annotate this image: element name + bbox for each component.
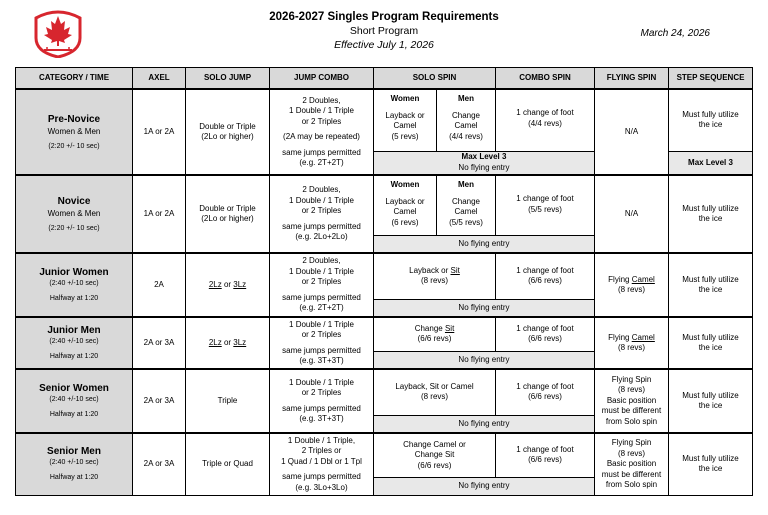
col-step-sequence: STEP SEQUENCE xyxy=(669,68,753,90)
axel-cell: 1A or 2A xyxy=(133,175,186,253)
solo-spin-cell: Change Camel or Change Sit (6/6 revs) xyxy=(374,433,496,477)
category-name: Pre-Novice xyxy=(47,113,101,125)
combo-spin-cell: 1 change of foot (4/4 revs) xyxy=(496,89,595,151)
spin-note-cell: Max Level 3 No flying entry xyxy=(374,151,595,175)
category-name: Senior Women xyxy=(39,383,109,394)
category-halfway: Halfway at 1:20 xyxy=(49,474,99,482)
spin-note-cell: No flying entry xyxy=(374,415,595,433)
step-sequence-cell: Must fully utilize the ice xyxy=(669,175,753,253)
table-row xyxy=(16,317,753,351)
flying-spin-cell: N/A xyxy=(595,89,669,175)
step-level-cell: Max Level 3 xyxy=(669,151,753,175)
flying-spin-cell: Flying Camel (8 revs) xyxy=(595,253,669,317)
category-time: (2:40 +/-10 sec) xyxy=(49,338,99,345)
solo-spin-cell: Layback or Sit (8 revs) xyxy=(374,253,496,299)
solo-jump-cell: Double or Triple (2Lo or higher) xyxy=(186,175,270,253)
category-name: Novice xyxy=(57,195,91,207)
table-row xyxy=(16,369,753,415)
col-axel: AXEL xyxy=(133,68,186,90)
jump-combo-cell: 2 Doubles, 1 Double / 1 Triple or 2 Triples same jumps permitted (e.g. 2T+2T) xyxy=(270,253,374,317)
flying-spin-cell: Flying Spin (8 revs) Basic position must be different from Solo spin xyxy=(595,433,669,495)
solo-jump-cell: Double or Triple (2Lo or higher) xyxy=(186,89,270,175)
axel-cell: 2A or 3A xyxy=(133,369,186,433)
solo-spin-cell: Layback, Sit or Camel (8 revs) xyxy=(374,369,496,415)
category-cell xyxy=(16,89,133,175)
category-cell xyxy=(16,433,133,495)
flying-spin-cell: Flying Camel (8 revs) xyxy=(595,317,669,369)
solo-jump-cell: 2Lz or 3Lz xyxy=(186,253,270,317)
solo-spin-cell: Change Sit (6/6 revs) xyxy=(374,317,496,351)
category-cell xyxy=(16,317,133,369)
axel-cell: 2A xyxy=(133,253,186,317)
category-time: (2:40 +/-10 sec) xyxy=(49,280,99,287)
category-name: Junior Women xyxy=(39,267,109,278)
col-jump-combo: JUMP COMBO xyxy=(270,68,374,90)
jump-combo-cell: 1 Double / 1 Triple or 2 Triples same jumps permitted (e.g. 3T+3T) xyxy=(270,317,374,369)
solo-spin-women-cell: Women Layback or Camel (5 revs) xyxy=(374,89,437,151)
col-solo-spin: SOLO SPIN xyxy=(374,68,496,90)
document-title: 2026-2027 Singles Program Requirements xyxy=(269,11,499,23)
jump-combo-cell: 2 Doubles, 1 Double / 1 Triple or 2 Triples same jumps permitted (e.g. 2Lo+2Lo) xyxy=(270,175,374,253)
spin-note-cell: No flying entry xyxy=(374,235,595,253)
step-sequence-cell: Must fully utilize the ice xyxy=(669,369,753,433)
solo-spin-men-cell: Men Change Camel (4/4 revs) xyxy=(437,89,496,151)
spin-note-cell: No flying entry xyxy=(374,477,595,495)
document-date: March 24, 2026 xyxy=(640,28,710,39)
step-sequence-cell: Must fully utilize the ice xyxy=(669,253,753,317)
effective-date: Effective July 1, 2026 xyxy=(334,39,434,51)
spin-note-cell: No flying entry xyxy=(374,299,595,317)
category-name: Junior Men xyxy=(47,325,101,336)
axel-cell: 2A or 3A xyxy=(133,433,186,495)
combo-spin-cell: 1 change of foot (6/6 revs) xyxy=(496,369,595,415)
table-row xyxy=(16,433,753,477)
flying-spin-cell: Flying Spin (8 revs) Basic position must be different from Solo spin xyxy=(595,369,669,433)
col-category: CATEGORY / TIME xyxy=(16,68,133,90)
col-flying-spin: FLYING SPIN xyxy=(595,68,669,90)
col-combo-spin: COMBO SPIN xyxy=(496,68,595,90)
solo-spin-women-cell: Women Layback or Camel (6 revs) xyxy=(374,175,437,235)
solo-jump-cell: Triple or Quad xyxy=(186,433,270,495)
table-row xyxy=(16,175,753,235)
category-halfway: Halfway at 1:20 xyxy=(49,353,99,360)
category-cell xyxy=(16,369,133,433)
category-cell xyxy=(16,253,133,317)
combo-spin-cell: 1 change of foot (6/6 revs) xyxy=(496,253,595,299)
category-halfway: Halfway at 1:20 xyxy=(49,411,99,418)
document-subtitle: Short Program xyxy=(349,25,419,37)
jump-combo-cell: 2 Doubles, 1 Double / 1 Triple or 2 Triples (2A may be repeated) same jumps permitted (e.g. 2T+2T) xyxy=(270,89,374,175)
combo-spin-cell: 1 change of foot (6/6 revs) xyxy=(496,433,595,477)
axel-cell: 2A or 3A xyxy=(133,317,186,369)
flying-spin-cell: N/A xyxy=(595,175,669,253)
table-row xyxy=(16,89,753,151)
category-time: (2:20 +/- 10 sec) xyxy=(48,224,100,232)
spin-note-cell: No flying entry xyxy=(374,351,595,369)
col-solo-jump: SOLO JUMP xyxy=(186,68,270,90)
solo-jump-cell: Triple xyxy=(186,369,270,433)
combo-spin-cell: 1 change of foot (5/5 revs) xyxy=(496,175,595,235)
axel-cell: 1A or 2A xyxy=(133,89,186,175)
jump-combo-cell: 1 Double / 1 Triple, 2 Triples or 1 Quad / 1 Dbl or 1 Tpl same jumps permitted (e.g. 3Lo+3Lo) xyxy=(270,433,374,495)
header-row xyxy=(16,68,753,90)
step-sequence-cell: Must fully utilize the ice xyxy=(669,89,753,151)
jump-combo-cell: 1 Double / 1 Triple or 2 Triples same jumps permitted (e.g. 3T+3T) xyxy=(270,369,374,433)
category-time: (2:40 +/-10 sec) xyxy=(49,459,99,467)
category-time: (2:20 +/- 10 sec) xyxy=(48,142,100,150)
category-cell xyxy=(16,175,133,253)
requirements-table xyxy=(15,67,753,496)
category-gender: Women & Men xyxy=(47,126,101,136)
combo-spin-cell: 1 change of foot (6/6 revs) xyxy=(496,317,595,351)
step-sequence-cell: Must fully utilize the ice xyxy=(669,433,753,495)
table-row xyxy=(16,253,753,299)
solo-jump-cell: 2Lz or 3Lz xyxy=(186,317,270,369)
category-halfway: Halfway at 1:20 xyxy=(49,295,99,302)
category-gender: Women & Men xyxy=(47,208,101,218)
step-sequence-cell: Must fully utilize the ice xyxy=(669,317,753,369)
category-name: Senior Men xyxy=(47,446,101,458)
category-time: (2:40 +/-10 sec) xyxy=(49,396,99,403)
solo-spin-men-cell: Men Change Camel (5/5 revs) xyxy=(437,175,496,235)
